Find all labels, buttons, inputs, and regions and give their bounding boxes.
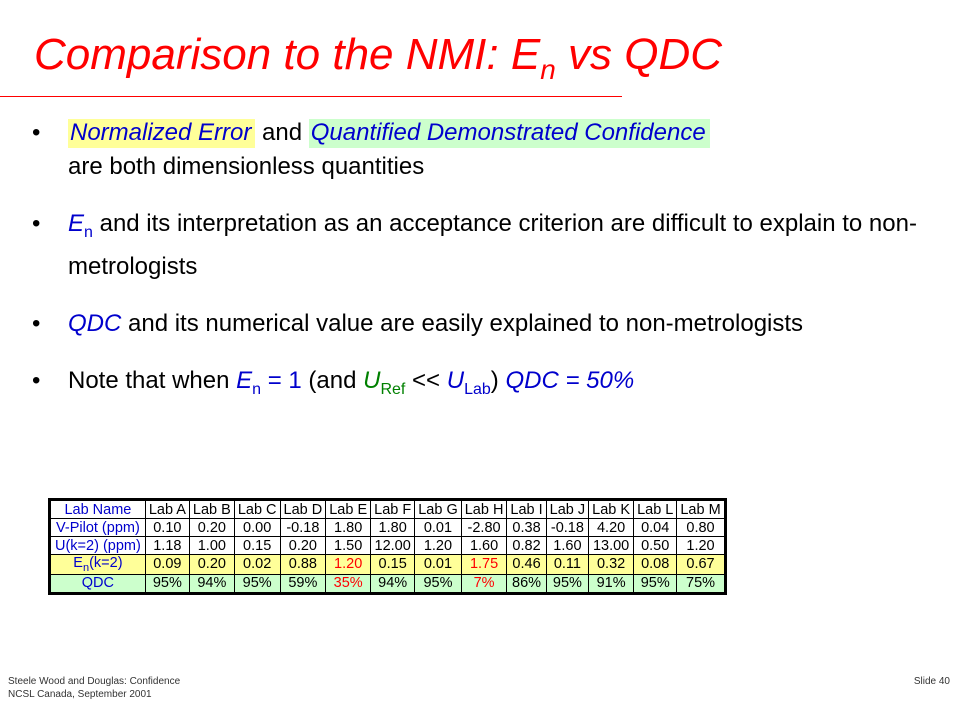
table-cell-flagged: 1.75 — [461, 555, 507, 575]
table-header-cell: Lab K — [589, 501, 634, 519]
table-cell: 0.80 — [677, 519, 724, 537]
table-cell: 1.18 — [145, 537, 189, 555]
table-cell: 75% — [677, 574, 724, 592]
bullet-3: • QDC and its numerical value are easily explained to non-metrologists — [32, 307, 932, 341]
table-row-qdc — [51, 574, 725, 592]
footer-citation: Steele Wood and Douglas: Confidence NCSL Canada, September 2001 — [8, 676, 181, 700]
table-cell: 1.00 — [189, 537, 234, 555]
table-header-cell: Lab L — [634, 501, 677, 519]
table-cell-flagged: 7% — [461, 574, 507, 592]
table-cell: 95% — [234, 574, 280, 592]
table-cell: 0.01 — [415, 555, 462, 575]
table-row-vpilot — [51, 519, 725, 537]
bullet-1: • Normalized Error and Quantified Demonstrated Confidence are both dimensionless quantities — [32, 116, 932, 184]
table-cell: 1.60 — [461, 537, 507, 555]
bullet-4: • Note that when $E_n = 1$ (and $U_{Ref} << U_{Lab}$) QDC = 50% — [32, 364, 932, 407]
table-cell: 0.20 — [189, 555, 234, 575]
table-header-row — [51, 501, 725, 519]
bullet-list — [32, 116, 932, 430]
table-header-cell: Lab F — [371, 501, 415, 519]
table-row-en — [51, 555, 725, 575]
table-cell: -2.80 — [461, 519, 507, 537]
table-cell: 95% — [634, 574, 677, 592]
slide-title: Comparison to the NMI: $E_n$ vs QDC — [34, 30, 723, 85]
table-cell: 0.15 — [234, 537, 280, 555]
table-cell: 86% — [507, 574, 546, 592]
table-cell: 0.20 — [280, 537, 326, 555]
table-header-cell: Lab E — [326, 501, 371, 519]
table-cell: 0.88 — [280, 555, 326, 575]
qdc-term: Quantified Demonstrated Confidence — [309, 119, 710, 148]
row-label: U(k=2) (ppm) — [51, 537, 146, 555]
slide-number: Slide 40 — [913, 676, 950, 687]
table-header-cell: Lab D — [280, 501, 326, 519]
table-header-cell: Lab M — [677, 501, 724, 519]
table-cell: 0.15 — [371, 555, 415, 575]
table-cell: 0.01 — [415, 519, 462, 537]
row-label: V-Pilot (ppm) — [51, 519, 146, 537]
row-label: $E_n(k=2)$ — [51, 555, 146, 575]
table-cell: 0.67 — [677, 555, 724, 575]
table-cell: 13.00 — [589, 537, 634, 555]
table-header-cell: Lab B — [189, 501, 234, 519]
table-header-cell: Lab I — [507, 501, 546, 519]
table-cell-flagged: 1.20 — [326, 555, 371, 575]
table-cell: 0.09 — [145, 555, 189, 575]
table-cell: 59% — [280, 574, 326, 592]
table-header-cell: Lab J — [546, 501, 588, 519]
table-cell: 1.20 — [415, 537, 462, 555]
table-header-cell: Lab A — [145, 501, 189, 519]
table-cell: 91% — [589, 574, 634, 592]
table-cell: 0.38 — [507, 519, 546, 537]
table-cell: -0.18 — [280, 519, 326, 537]
table-cell: 0.82 — [507, 537, 546, 555]
table-cell: 0.32 — [589, 555, 634, 575]
row-label: QDC — [51, 574, 146, 592]
normalized-error-term: Normalized Error — [68, 119, 255, 148]
table-cell: 0.08 — [634, 555, 677, 575]
table-cell: 1.60 — [546, 537, 588, 555]
table-row-uk2 — [51, 537, 725, 555]
table-cell: 0.11 — [546, 555, 588, 575]
table-cell: 0.02 — [234, 555, 280, 575]
table-cell: 1.50 — [326, 537, 371, 555]
table-cell: 0.50 — [634, 537, 677, 555]
table-cell: 94% — [189, 574, 234, 592]
table-header-cell: Lab H — [461, 501, 507, 519]
title-underline — [0, 96, 622, 97]
table-cell: 0.04 — [634, 519, 677, 537]
table-cell: 1.80 — [326, 519, 371, 537]
bullet-2: • $E_n$ and its interpretation as an acceptance criterion are difficult to explain to non-metrologists — [32, 207, 932, 284]
table-cell: 0.46 — [507, 555, 546, 575]
table-cell: 95% — [546, 574, 588, 592]
table-cell: 12.00 — [371, 537, 415, 555]
table-cell: 1.80 — [371, 519, 415, 537]
table-cell: 95% — [145, 574, 189, 592]
table-cell: 0.10 — [145, 519, 189, 537]
table-cell: 0.00 — [234, 519, 280, 537]
table-header-cell: Lab Name — [51, 501, 146, 519]
table-cell: -0.18 — [546, 519, 588, 537]
table-cell: 0.20 — [189, 519, 234, 537]
table-cell: 4.20 — [589, 519, 634, 537]
table-cell: 95% — [415, 574, 462, 592]
table-header-cell: Lab C — [234, 501, 280, 519]
table-cell: 94% — [371, 574, 415, 592]
table-cell-flagged: 35% — [326, 574, 371, 592]
comparison-table — [50, 500, 725, 593]
table-cell: 1.20 — [677, 537, 724, 555]
table-header-cell: Lab G — [415, 501, 462, 519]
